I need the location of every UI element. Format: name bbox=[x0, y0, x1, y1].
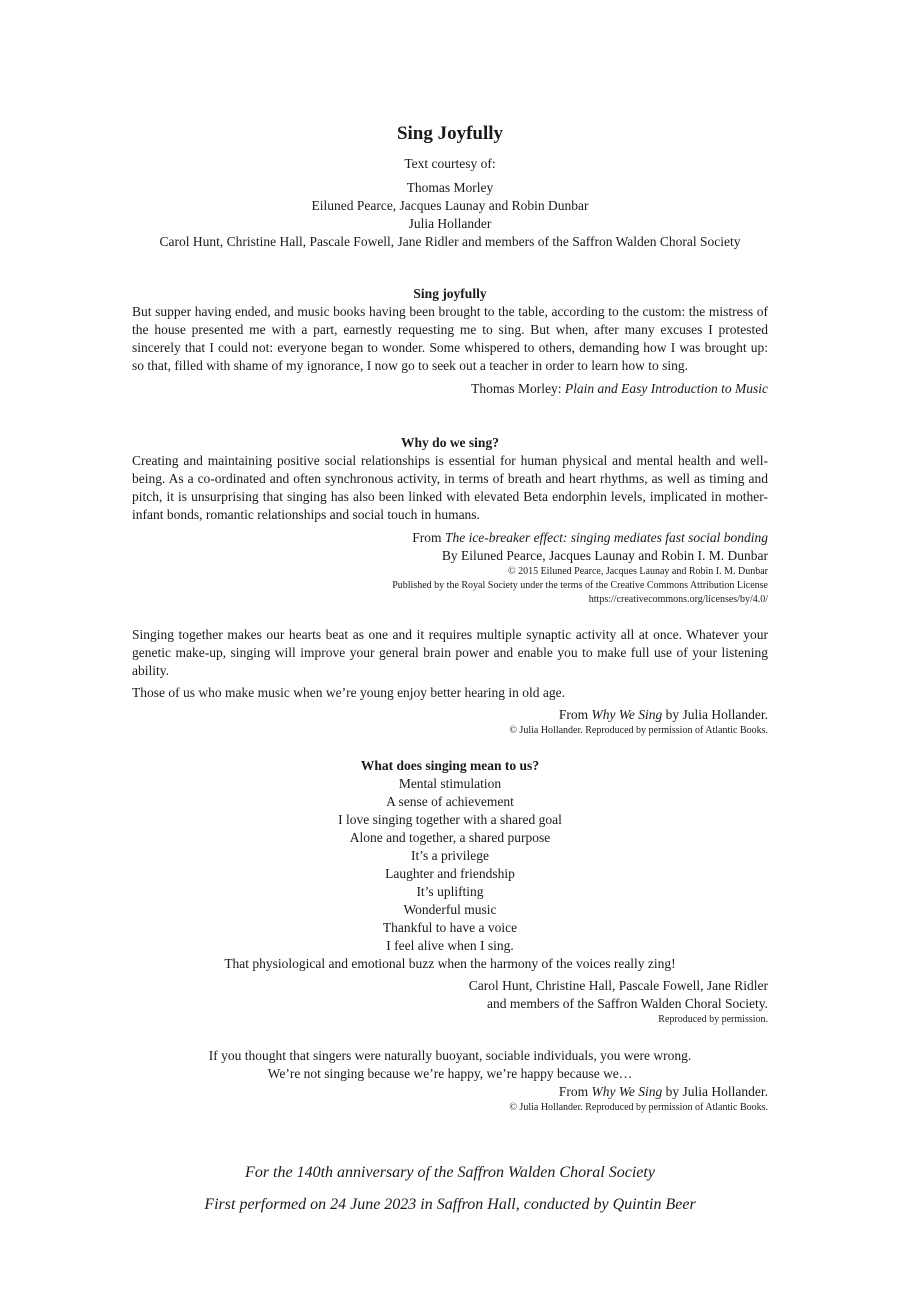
page-title: Sing Joyfully bbox=[396, 123, 504, 144]
footer-dedication: For the 140th anniversary of the Saffron Walden Choral Society bbox=[245, 1164, 655, 1181]
copyright-notice: © Julia Hollander. Reproduced by permission of Atlantic Books. bbox=[509, 1102, 768, 1113]
section-body: But supper having ended, and music books having been brought to the table, according to the custom: the mistress of the house presented me with a part, earnestly requesting me to sing. But when, after many excuses I protested sincerely that I could not: everyone began to wonder. Some whispered to others, demanding how I was brought up: so that, filled with shame of my ignorance, I now go to seek out a teacher in order to learn how to sing. bbox=[132, 304, 768, 373]
attribution-suffix: by Julia Hollander. bbox=[662, 707, 768, 722]
attribution bbox=[132, 380, 768, 398]
section-sing-joyfully bbox=[132, 285, 768, 398]
license-url: https://creativecommons.org/licenses/by/4.0/ bbox=[588, 594, 768, 605]
list-item: Wonderful music bbox=[403, 902, 497, 917]
attribution-authors: By Eiluned Pearce, Jacques Launay and Robin I. M. Dunbar bbox=[441, 548, 768, 563]
list-item: A sense of achievement bbox=[386, 794, 514, 809]
section-body-2: Those of us who make music when we’re young enjoy better hearing in old age. bbox=[132, 685, 566, 700]
section-meaning bbox=[132, 757, 768, 1027]
quote-line-1: If you thought that singers were naturally buoyant, sociable individuals, you were wrong. bbox=[208, 1048, 692, 1063]
attribution-work: Why We Sing bbox=[591, 1084, 663, 1099]
credits-block bbox=[92, 155, 808, 251]
section-closing-quote bbox=[132, 1047, 768, 1115]
attribution-prefix: From bbox=[558, 1084, 592, 1099]
section-body: Creating and maintaining positive social relationships is essential for human physical and mental health and well-being. As a co-ordinated and often synchronous activity, in terms of breath and heart rhythms, as well as timing and pitch, it is unsurprising that singing has also been linked with elevated Beta endorphin levels, implicated in mother-infant bonds, romantic relationships and social touch in humans. bbox=[132, 453, 768, 522]
attribution-author: Thomas Morley: bbox=[471, 381, 565, 396]
attribution-work: The ice-breaker effect: singing mediates fast social bonding bbox=[444, 530, 768, 545]
section-heading: Why do we sing? bbox=[401, 435, 499, 450]
list-item: Laughter and friendship bbox=[385, 866, 515, 881]
section-why-sing bbox=[132, 434, 768, 607]
attribution-from bbox=[132, 529, 768, 547]
attribution-work: Plain and Easy Introduction to Music bbox=[564, 381, 768, 396]
section-hollander bbox=[132, 626, 768, 738]
list-item: It’s uplifting bbox=[416, 884, 484, 899]
attribution-from bbox=[132, 1083, 768, 1101]
attribution-prefix: From bbox=[558, 707, 592, 722]
quote-line-2: We’re not singing because we’re happy, we’re happy because we… bbox=[267, 1066, 633, 1081]
attribution-prefix: From bbox=[412, 530, 445, 545]
attribution-from bbox=[132, 706, 768, 724]
credit-line: Carol Hunt, Christine Hall, Pascale Fowell, Jane Ridler and members of the Saffron Walden Choral Society bbox=[159, 234, 741, 249]
attribution-line-2: and members of the Saffron Walden Choral Society. bbox=[487, 996, 768, 1011]
list-item: I love singing together with a shared goal bbox=[338, 812, 562, 827]
list-item: It’s a privilege bbox=[411, 848, 489, 863]
section-body: Singing together makes our hearts beat as one and it requires multiple synaptic activity all at once. Whatever your genetic make-up, singing will improve your general brain power and enable you to make full use of your listening ability. bbox=[132, 627, 768, 678]
responses-list bbox=[132, 775, 768, 973]
section-heading: Sing joyfully bbox=[413, 286, 487, 301]
list-item: That physiological and emotional buzz when the harmony of the voices really zing! bbox=[224, 956, 676, 971]
copyright-notice: © 2015 Eiluned Pearce, Jacques Launay and Robin I. M. Dunbar bbox=[507, 566, 768, 577]
copyright-notice: © Julia Hollander. Reproduced by permission of Atlantic Books. bbox=[509, 725, 768, 736]
list-item: Mental stimulation bbox=[398, 776, 502, 791]
list-item: I feel alive when I sing. bbox=[386, 938, 514, 953]
permission-notice: Reproduced by permission. bbox=[658, 1014, 768, 1025]
license-notice: Published by the Royal Society under the terms of the Creative Commons Attribution License bbox=[392, 580, 768, 591]
attribution-suffix: by Julia Hollander. bbox=[662, 1084, 768, 1099]
attribution-work: Why We Sing bbox=[591, 707, 663, 722]
credit-line: Thomas Morley bbox=[406, 180, 494, 195]
attribution-line-1: Carol Hunt, Christine Hall, Pascale Fowell, Jane Ridler bbox=[468, 978, 768, 993]
list-item: Thankful to have a voice bbox=[382, 920, 518, 935]
credits-intro: Text courtesy of: bbox=[404, 156, 496, 171]
footer-performance: First performed on 24 June 2023 in Saffron Hall, conducted by Quintin Beer bbox=[204, 1196, 696, 1213]
credit-line: Eiluned Pearce, Jacques Launay and Robin Dunbar bbox=[311, 198, 589, 213]
list-item: Alone and together, a shared purpose bbox=[349, 830, 551, 845]
section-heading: What does singing mean to us? bbox=[360, 758, 540, 773]
credit-line: Julia Hollander bbox=[408, 216, 492, 231]
